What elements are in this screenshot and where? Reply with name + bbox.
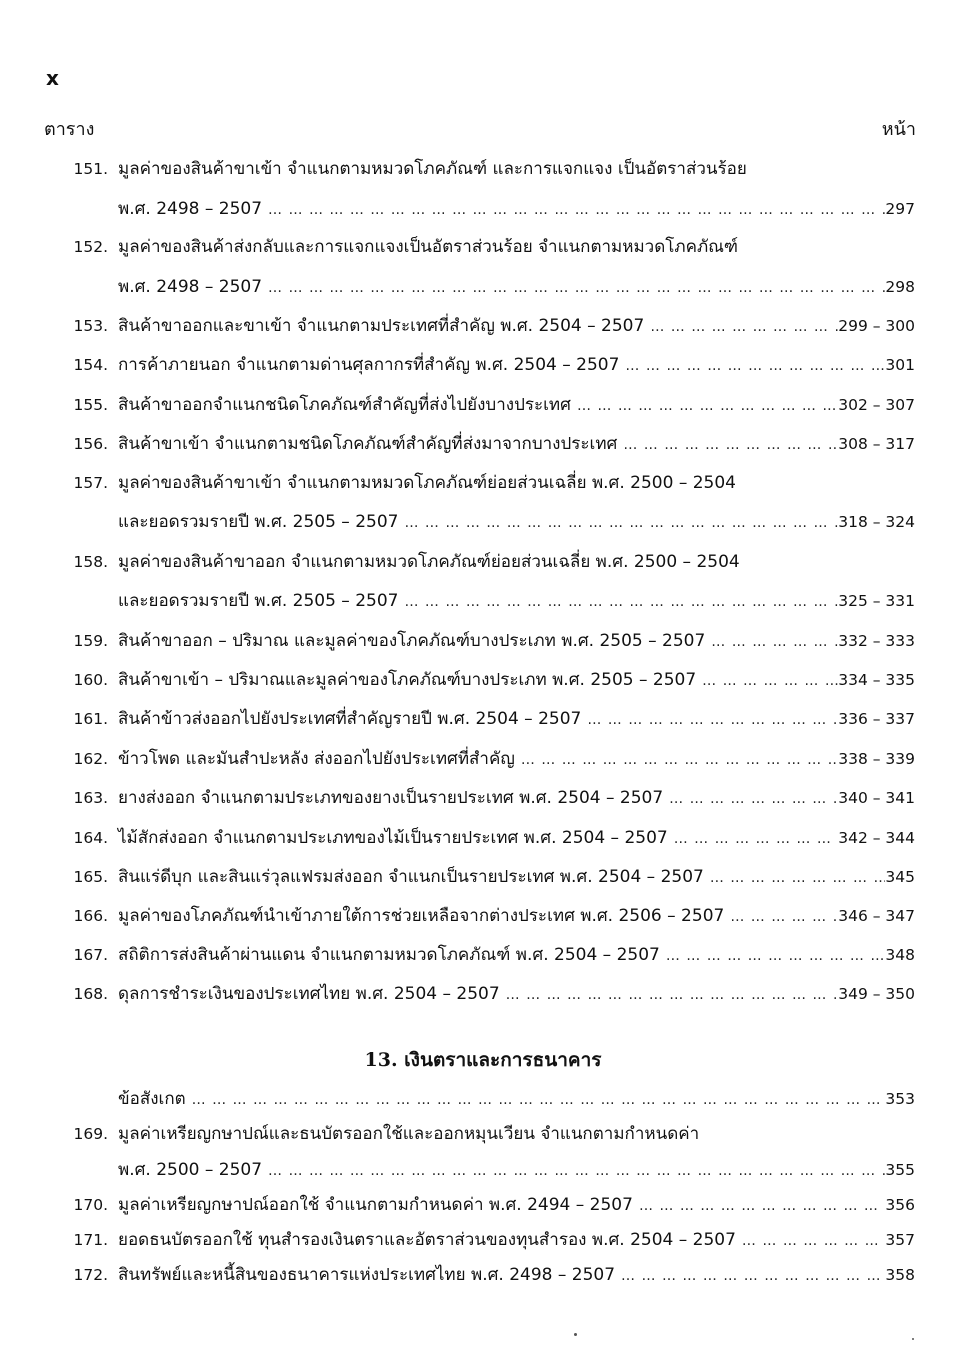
toc-entry-continuation — [118, 588, 915, 614]
entry-number: 165. — [73, 868, 108, 886]
entry-title: มูลค่าของโภคภัณฑ์นำเข้าภายใต้การช่วยเหลือจากต่างประเทศ พ.ศ. 2506 – 2507 — [118, 906, 725, 926]
entry-number: 164. — [73, 829, 108, 847]
entry-title-cont: พ.ศ. 2500 – 2507 — [118, 1160, 263, 1180]
entry-page: 345 — [885, 868, 915, 886]
scan-speck — [912, 1338, 914, 1340]
entry-title-cont: พ.ศ. 2498 – 2507 — [118, 199, 263, 219]
entry-title: มูลค่าของสินค้าขาเข้า จำแนกตามหมวดโภคภัณฑ์ย่อยส่วนเฉลี่ย พ.ศ. 2500 – 2504 — [118, 473, 736, 493]
dot-leader — [581, 707, 838, 733]
entry-number: 157. — [73, 474, 108, 492]
entry-title: ยางส่งออก จำแนกตามประเภทของยางเป็นรายประเทศ พ.ศ. 2504 – 2507 — [118, 788, 664, 808]
entry-number: 171. — [73, 1231, 108, 1249]
toc-entry — [118, 392, 915, 418]
entry-page: 357 — [885, 1231, 915, 1249]
dot-leader — [617, 432, 838, 458]
entry-page: 348 — [885, 946, 915, 964]
entry-title-cont: และยอดรวมรายปี พ.ศ. 2505 – 2507 — [118, 512, 399, 532]
entry-title: สินแร่ดีบุก และสินแร่วุลแฟรมส่งออก จำแนกเป็นรายประเทศ พ.ศ. 2504 – 2507 — [118, 867, 704, 887]
toc-entry — [118, 942, 915, 968]
entry-page: 332 – 333 — [838, 632, 915, 650]
entry-number: 155. — [73, 396, 108, 414]
page-number: x — [46, 66, 59, 90]
entry-title: สินค้าขาออกจำแนกชนิดโภคภัณฑ์สำคัญที่ส่งไปยังบางประเทศ — [118, 395, 571, 415]
toc-entry — [118, 1121, 915, 1147]
dot-leader — [736, 1228, 885, 1254]
entry-number: 160. — [73, 671, 108, 689]
entry-page: 299 – 300 — [838, 317, 915, 335]
dot-leader — [262, 1158, 885, 1184]
entry-number: 159. — [73, 632, 108, 650]
entry-page: 342 – 344 — [838, 829, 915, 847]
toc-entry — [118, 431, 915, 457]
entry-page: 353 — [885, 1090, 915, 1108]
entry-title: ข้าวโพด และมันสำปะหลัง ส่งออกไปยังประเทศที่สำคัญ — [118, 749, 515, 769]
entry-page: 334 – 335 — [838, 671, 915, 689]
entry-page: 297 — [885, 200, 915, 218]
entry-number: 151. — [73, 160, 108, 178]
dot-leader — [696, 668, 838, 694]
entry-title: การค้าภายนอก จำแนกตามด่านศุลกากรที่สำคัญ พ.ศ. 2504 – 2507 — [118, 355, 620, 375]
entry-title: สินค้าขาออก – ปริมาณ และมูลค่าของโภคภัณฑ์บางประเภท พ.ศ. 2505 – 2507 — [118, 631, 706, 651]
toc-entry — [118, 706, 915, 732]
dot-leader — [633, 1193, 885, 1219]
entry-title: สถิติการส่งสินค้าผ่านแดน จำแนกตามหมวดโภคภัณฑ์ พ.ศ. 2504 – 2507 — [118, 945, 660, 965]
entry-title: สินค้าขาเข้า – ปริมาณและมูลค่าของโภคภัณฑ์บางประเภท พ.ศ. 2505 – 2507 — [118, 670, 697, 690]
toc-entry — [118, 549, 915, 575]
toc-entry — [118, 785, 915, 811]
entry-title: ไม้สักส่งออก จำแนกตามประเภทของไม้เป็นรายประเทศ พ.ศ. 2504 – 2507 — [118, 828, 668, 848]
entry-title-cont: พ.ศ. 2498 – 2507 — [118, 277, 263, 297]
entry-page: 336 – 337 — [838, 710, 915, 728]
entry-number: 170. — [73, 1196, 108, 1214]
toc-entry — [118, 313, 915, 339]
entry-page: 302 – 307 — [838, 396, 915, 414]
entry-page: 340 – 341 — [838, 789, 915, 807]
entry-title: มูลค่าเหรียญกษาปณ์ออกใช้ จำแนกตามกำหนดค่า พ.ศ. 2494 – 2507 — [118, 1195, 633, 1215]
entry-title-cont: และยอดรวมรายปี พ.ศ. 2505 – 2507 — [118, 591, 399, 611]
toc-entry — [118, 470, 915, 496]
dot-leader — [704, 865, 886, 891]
dot-leader — [615, 1263, 885, 1289]
table-column-header: ตาราง — [44, 119, 95, 140]
toc-entry — [118, 864, 915, 890]
entry-number: 153. — [73, 317, 108, 335]
entry-title: ยอดธนบัตรออกใช้ ทุนสำรองเงินตราและอัตราส่วนของทุนสำรอง พ.ศ. 2504 – 2507 — [118, 1230, 736, 1250]
entry-page: 358 — [885, 1266, 915, 1284]
entry-number: 163. — [73, 789, 108, 807]
entry-page: 308 – 317 — [838, 435, 915, 453]
entry-number: 168. — [73, 985, 108, 1003]
toc-entry — [118, 156, 915, 182]
dot-leader — [668, 826, 838, 852]
entry-page: 349 – 350 — [838, 985, 915, 1003]
toc-entry — [118, 746, 915, 772]
dot-leader — [705, 629, 838, 655]
toc-entry-continuation — [118, 274, 915, 300]
toc-entry — [118, 1086, 915, 1112]
entry-title: สินค้าขาเข้า จำแนกตามชนิดโภคภัณฑ์สำคัญที่ส่งมาจากบางประเทศ — [118, 434, 618, 454]
dot-leader — [571, 393, 838, 419]
dot-leader — [186, 1087, 886, 1113]
dot-leader — [663, 786, 838, 812]
dot-leader — [262, 275, 885, 301]
dot-leader — [515, 747, 838, 773]
dot-leader — [724, 904, 838, 930]
entry-title: ข้อสังเกต — [118, 1089, 186, 1109]
entry-page: 355 — [885, 1161, 915, 1179]
entry-title: สินค้าขาออกและขาเข้า จำแนกตามประเทศที่สำคัญ พ.ศ. 2504 – 2507 — [118, 316, 645, 336]
toc-entry-continuation — [118, 196, 915, 222]
toc-entry-continuation — [118, 1157, 915, 1183]
dot-leader — [619, 353, 885, 379]
toc-entry — [118, 825, 915, 851]
entry-page: 301 — [885, 356, 915, 374]
entry-number: 152. — [73, 238, 108, 256]
entry-page: 346 – 347 — [838, 907, 915, 925]
entry-title: ดุลการชำระเงินของประเทศไทย พ.ศ. 2504 – 2507 — [118, 984, 500, 1004]
entry-title: สินค้าข้าวส่งออกไปยังประเทศที่สำคัญรายปี พ.ศ. 2504 – 2507 — [118, 709, 582, 729]
toc-entry — [118, 903, 915, 929]
dot-leader — [398, 510, 838, 536]
entry-number: 162. — [73, 750, 108, 768]
dot-leader — [500, 982, 839, 1008]
entry-title: มูลค่าของสินค้าขาออก จำแนกตามหมวดโภคภัณฑ์ย่อยส่วนเฉลี่ย พ.ศ. 2500 – 2504 — [118, 552, 740, 572]
dot-leader — [644, 314, 838, 340]
toc-entry — [118, 234, 915, 260]
toc-entry — [118, 352, 915, 378]
toc-entry-continuation — [118, 509, 915, 535]
toc-entry — [118, 667, 915, 693]
entry-number: 158. — [73, 553, 108, 571]
entry-title: สินทรัพย์และหนี้สินของธนาคารแห่งประเทศไทย พ.ศ. 2498 – 2507 — [118, 1265, 616, 1285]
dot-leader — [262, 197, 885, 223]
entry-number: 169. — [73, 1125, 108, 1143]
entry-page: 338 – 339 — [838, 750, 915, 768]
entry-title: มูลค่าเหรียญกษาปณ์และธนบัตรออกใช้และออกหมุนเวียน จำแนกตามกำหนดค่า — [118, 1124, 700, 1144]
toc-entry — [118, 628, 915, 654]
entry-number: 161. — [73, 710, 108, 728]
dot-leader — [660, 943, 886, 969]
entry-number: 166. — [73, 907, 108, 925]
entry-page: 356 — [885, 1196, 915, 1214]
entry-title: มูลค่าของสินค้าขาเข้า จำแนกตามหมวดโภคภัณฑ์ และการแจกแจง เป็นอัตราส่วนร้อย — [118, 159, 747, 179]
entry-page: 298 — [885, 278, 915, 296]
entry-page: 325 – 331 — [838, 592, 915, 610]
page-column-header: หน้า — [881, 119, 916, 140]
toc-entry — [118, 1192, 915, 1218]
scan-speck — [574, 1333, 577, 1336]
toc-entry — [118, 981, 915, 1007]
entry-number: 172. — [73, 1266, 108, 1284]
toc-entry — [118, 1227, 915, 1253]
entry-title: มูลค่าของสินค้าส่งกลับและการแจกแจงเป็นอัตราส่วนร้อย จำแนกตามหมวดโภคภัณฑ์ — [118, 237, 739, 257]
entry-page: 318 – 324 — [838, 513, 915, 531]
entry-number: 156. — [73, 435, 108, 453]
toc-entry — [118, 1262, 915, 1288]
dot-leader — [398, 589, 838, 615]
entry-number: 167. — [73, 946, 108, 964]
entry-number: 154. — [73, 356, 108, 374]
section-heading: 13. เงินตราและการธนาคาร — [364, 1049, 602, 1071]
